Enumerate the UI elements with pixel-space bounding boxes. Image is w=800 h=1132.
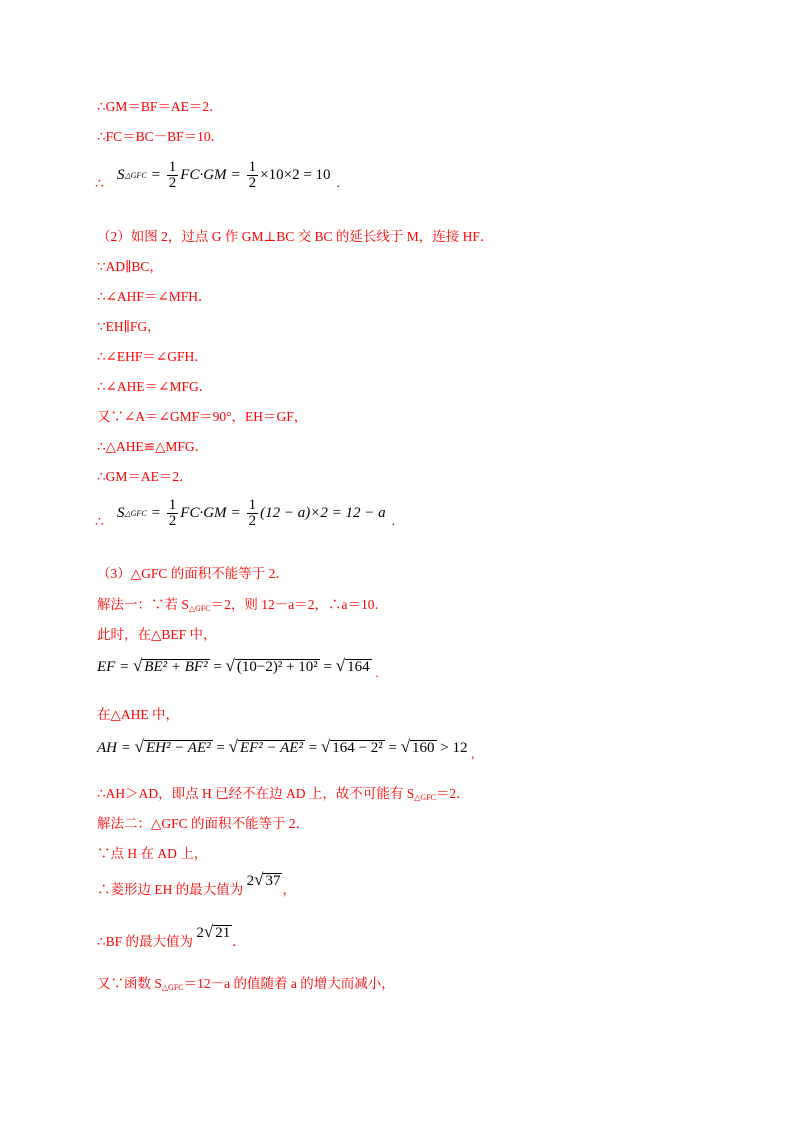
- text-part: ，: [282, 882, 296, 897]
- text-part: ＝12－a 的值随着 a 的增大而减小，: [183, 976, 395, 991]
- text-subscript: △GFC: [188, 604, 211, 613]
- formula-end: .: [375, 665, 379, 680]
- sqrt-icon: √: [335, 656, 346, 675]
- fraction-numerator: 1: [248, 159, 257, 175]
- sqrt-icon: √: [203, 922, 214, 941]
- text-line: [97, 596, 388, 618]
- fraction: [247, 498, 259, 529]
- radicand: (10−2)² + 10²: [236, 659, 318, 675]
- text-line: ∵EH∥FG，: [97, 319, 161, 334]
- radicand: 37: [265, 873, 281, 889]
- text-line: ∴∠EHF＝∠GFH．: [97, 349, 208, 364]
- radicand: 160: [412, 740, 435, 756]
- fraction-numerator: 1: [168, 497, 177, 513]
- fraction-denominator: 2: [248, 175, 257, 191]
- fraction-denominator: 2: [248, 513, 257, 529]
- sqrt-icon: √: [228, 737, 238, 756]
- formula-area-2: [93, 498, 395, 529]
- formula-term: FC·GM: [180, 505, 227, 521]
- text-part: ＝2，则 12－a＝2，∴a＝10．: [210, 597, 388, 612]
- therefore-symbol: ∴: [95, 177, 104, 192]
- sqrt-icon: √: [320, 737, 331, 756]
- text-line: ∴△AHE≌△MFG．: [97, 439, 209, 454]
- formula-end: .: [336, 174, 340, 190]
- formula-term: ×10×2 = 10: [260, 167, 331, 183]
- sqrt-icon: √: [132, 656, 143, 675]
- formula-term: 2: [246, 873, 255, 889]
- formula-symbol: =: [150, 167, 161, 183]
- formula-term: EF =: [97, 659, 130, 675]
- text-line: ∴GM＝BF＝AE＝2．: [97, 99, 223, 114]
- text-line: 在△AHE 中，: [97, 707, 180, 722]
- radicand: 21: [215, 925, 231, 941]
- formula-symbol: S: [117, 167, 125, 183]
- formula-subscript: △GFC: [124, 171, 147, 180]
- formula-term: (12 − a)×2 = 12 − a: [260, 505, 386, 521]
- text-line: ∴∠AHF＝∠MFH．: [97, 289, 212, 304]
- formula-term: > 12: [440, 740, 468, 756]
- text-subscript: △GFC: [414, 793, 436, 802]
- text-line: [97, 975, 395, 997]
- formula-symbol: =: [388, 740, 397, 756]
- formula-end: .: [391, 512, 395, 528]
- radicand: EF² − AE²: [239, 740, 303, 756]
- formula-symbol: =: [216, 740, 225, 756]
- formula-term: AH =: [97, 740, 131, 756]
- formula-ef: [97, 656, 379, 681]
- radicand: EH² − AE²: [145, 740, 211, 756]
- formula-symbol: =: [230, 505, 241, 521]
- formula-term: FC·GM: [180, 167, 227, 183]
- fraction-numerator: 1: [248, 497, 257, 513]
- formula-inline: [196, 922, 232, 941]
- formula-subscript: △GFC: [124, 509, 147, 518]
- text-line: 又∵∠A＝∠GMF＝90°，EH＝GF，: [97, 409, 308, 424]
- text-line: ∴FC＝BC－BF＝10．: [97, 129, 225, 144]
- text-line: [97, 870, 296, 899]
- sqrt-icon: √: [254, 870, 264, 889]
- text-line: [97, 922, 246, 951]
- text-line: ∴GM＝AE＝2．: [97, 469, 193, 484]
- fraction-denominator: 2: [168, 513, 177, 529]
- text-line: ∵AD∥BC，: [97, 259, 163, 274]
- text-line: ∴∠AHE＝∠MFG．: [97, 379, 213, 394]
- fraction-denominator: 2: [168, 175, 177, 191]
- text-part: ．: [232, 934, 246, 949]
- formula-symbol: =: [230, 167, 241, 183]
- formula-symbol: =: [213, 659, 222, 675]
- formula-inline: [246, 870, 283, 889]
- text-line: 此时，在△BEF 中，: [97, 627, 217, 642]
- text-part: ∴BF 的最大值为: [97, 934, 193, 949]
- text-line: （3）△GFC 的面积不能等于 2．: [97, 566, 289, 581]
- formula-end: ,: [471, 746, 475, 761]
- formula-symbol: S: [117, 505, 125, 521]
- sqrt-icon: √: [225, 656, 235, 675]
- text-subscript: △GFC: [161, 983, 184, 992]
- therefore-symbol: ∴: [95, 515, 104, 530]
- formula-symbol: =: [150, 505, 161, 521]
- formula-term: 2: [196, 925, 204, 941]
- radicand: 164: [347, 659, 370, 675]
- radicand: BE² + BF²: [144, 659, 208, 675]
- text-line: 解法二：△GFC 的面积不能等于 2．: [97, 816, 310, 831]
- formula-area-1: [93, 160, 340, 191]
- text-line: ∵点 H 在 AD 上，: [97, 846, 208, 861]
- sqrt-icon: √: [400, 737, 411, 756]
- formula-symbol: =: [323, 659, 333, 675]
- text-line: （2）如图 2，过点 G 作 GM⊥BC 交 BC 的延长线于 M，连接 HF．: [97, 229, 494, 244]
- sqrt-icon: √: [134, 737, 144, 756]
- text-part: ∴AH＞AD，即点 H 已经不在边 AD 上，故不可能有 S: [97, 786, 415, 801]
- fraction-numerator: 1: [168, 159, 177, 175]
- text-part: ＝2．: [435, 786, 470, 801]
- text-part: 解法一：∵若 S: [97, 597, 189, 612]
- text-part: 又∵函数 S: [97, 976, 162, 991]
- formula-ah: [97, 737, 475, 762]
- text-line: [97, 785, 470, 807]
- fraction: [167, 160, 179, 191]
- formula-symbol: =: [308, 740, 318, 756]
- radicand: 164 − 2²: [332, 740, 383, 756]
- fraction: [247, 160, 259, 191]
- fraction: [167, 498, 179, 529]
- text-part: ∴菱形边 EH 的最大值为: [97, 882, 244, 897]
